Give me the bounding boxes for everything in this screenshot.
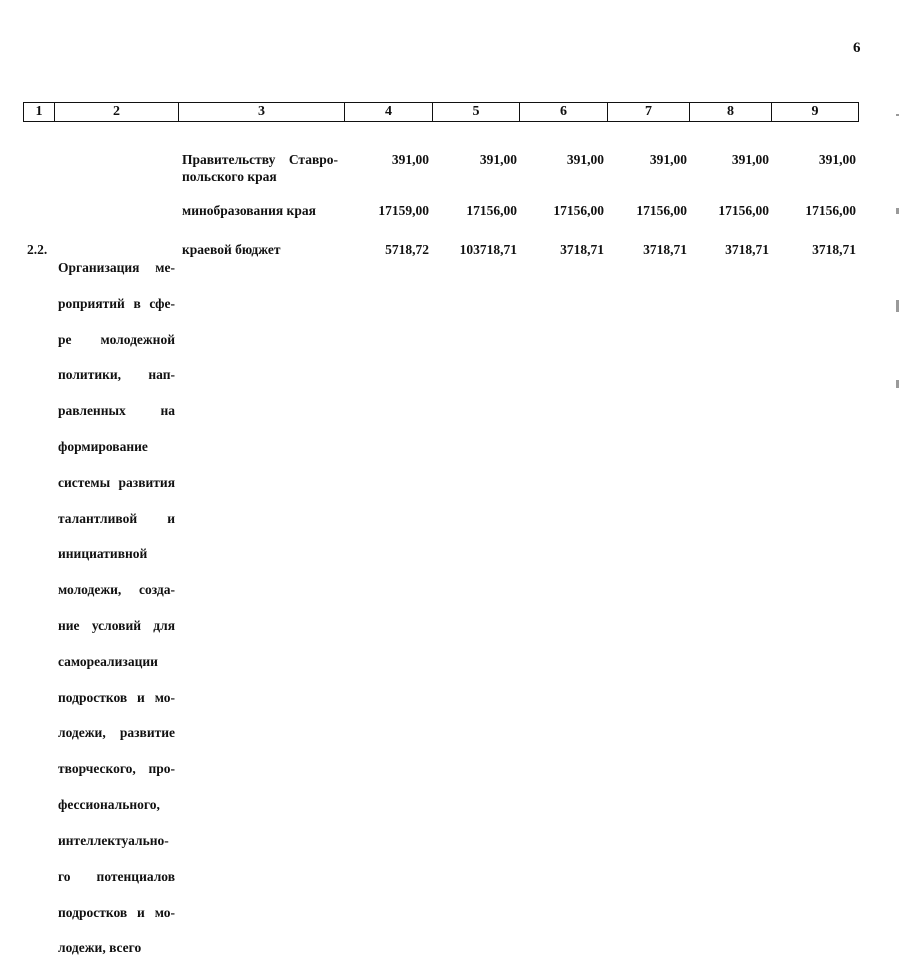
- scan-edge-mark: [896, 300, 899, 312]
- description-line: Организация ме-: [58, 259, 175, 275]
- value-cell: 391,00: [818, 152, 856, 167]
- description-line: политики, нап-: [58, 367, 175, 383]
- description-line: го потенциалов: [58, 868, 175, 884]
- value-cell: 103718,71: [459, 242, 517, 257]
- description-line: талантливой и: [58, 510, 175, 526]
- column-header-row: [24, 103, 859, 122]
- value-cell: 3718,71: [643, 242, 687, 257]
- value-cell: 3718,71: [560, 242, 604, 257]
- scan-edge-mark: [896, 114, 899, 116]
- value-cell: 3718,71: [812, 242, 856, 257]
- value-cell: 17156,00: [636, 203, 687, 218]
- description-line: ре молодежной: [58, 331, 175, 347]
- column-header-cell: 1: [24, 103, 55, 122]
- description-line: роприятий в сфе-: [58, 295, 175, 311]
- description-line: равленных на: [58, 403, 175, 419]
- funding-source-line: польского края: [182, 169, 277, 184]
- value-cell: 3718,71: [725, 242, 769, 257]
- item-description: [58, 241, 175, 975]
- description-line: подростков и мо-: [58, 904, 175, 920]
- value-cell: 391,00: [731, 152, 769, 167]
- column-header-cell: 2: [55, 103, 179, 122]
- scan-edge-mark: [896, 208, 899, 214]
- column-header-cell: 8: [690, 103, 772, 122]
- description-line: ние условий для: [58, 618, 175, 634]
- column-header-cell: 9: [772, 103, 859, 122]
- description-line: подростков и мо-: [58, 689, 175, 705]
- column-header-cell: 7: [608, 103, 690, 122]
- value-cell: 17156,00: [805, 203, 856, 218]
- value-cell: 391,00: [391, 152, 429, 167]
- description-line: лодежи, развитие: [58, 725, 175, 741]
- description-line: самореализации: [58, 653, 158, 669]
- funding-source-label: [182, 151, 338, 185]
- value-cell: 391,00: [649, 152, 687, 167]
- column-header-cell: 6: [520, 103, 608, 122]
- description-line: творческого, про-: [58, 761, 175, 777]
- value-cell: 5718,72: [385, 242, 429, 257]
- description-line: формирование: [58, 438, 148, 454]
- value-cell: 391,00: [566, 152, 604, 167]
- value-cell: 17159,00: [378, 203, 429, 218]
- column-header-cell: 5: [433, 103, 520, 122]
- item-number: 2.2.: [27, 242, 48, 257]
- value-cell: 391,00: [479, 152, 517, 167]
- description-line: молодежи, созда-: [58, 582, 175, 598]
- description-line: системы развития: [58, 474, 175, 490]
- value-cell: 17156,00: [553, 203, 604, 218]
- column-header-table: [23, 102, 859, 122]
- page-number: 6: [853, 40, 861, 56]
- description-line: фессионального,: [58, 797, 160, 813]
- funding-source-line: Правительству Ставро-: [182, 152, 338, 167]
- scan-edge-mark: [896, 380, 899, 388]
- description-line: интеллектуально-: [58, 832, 169, 848]
- funding-source-label: краевой бюджет: [182, 242, 281, 257]
- funding-source-label: минобразования края: [182, 203, 316, 218]
- column-header-cell: 3: [179, 103, 345, 122]
- column-header-cell: 4: [345, 103, 433, 122]
- description-line: лодежи, всего: [58, 940, 142, 956]
- description-line: инициативной: [58, 546, 148, 562]
- value-cell: 17156,00: [718, 203, 769, 218]
- value-cell: 17156,00: [466, 203, 517, 218]
